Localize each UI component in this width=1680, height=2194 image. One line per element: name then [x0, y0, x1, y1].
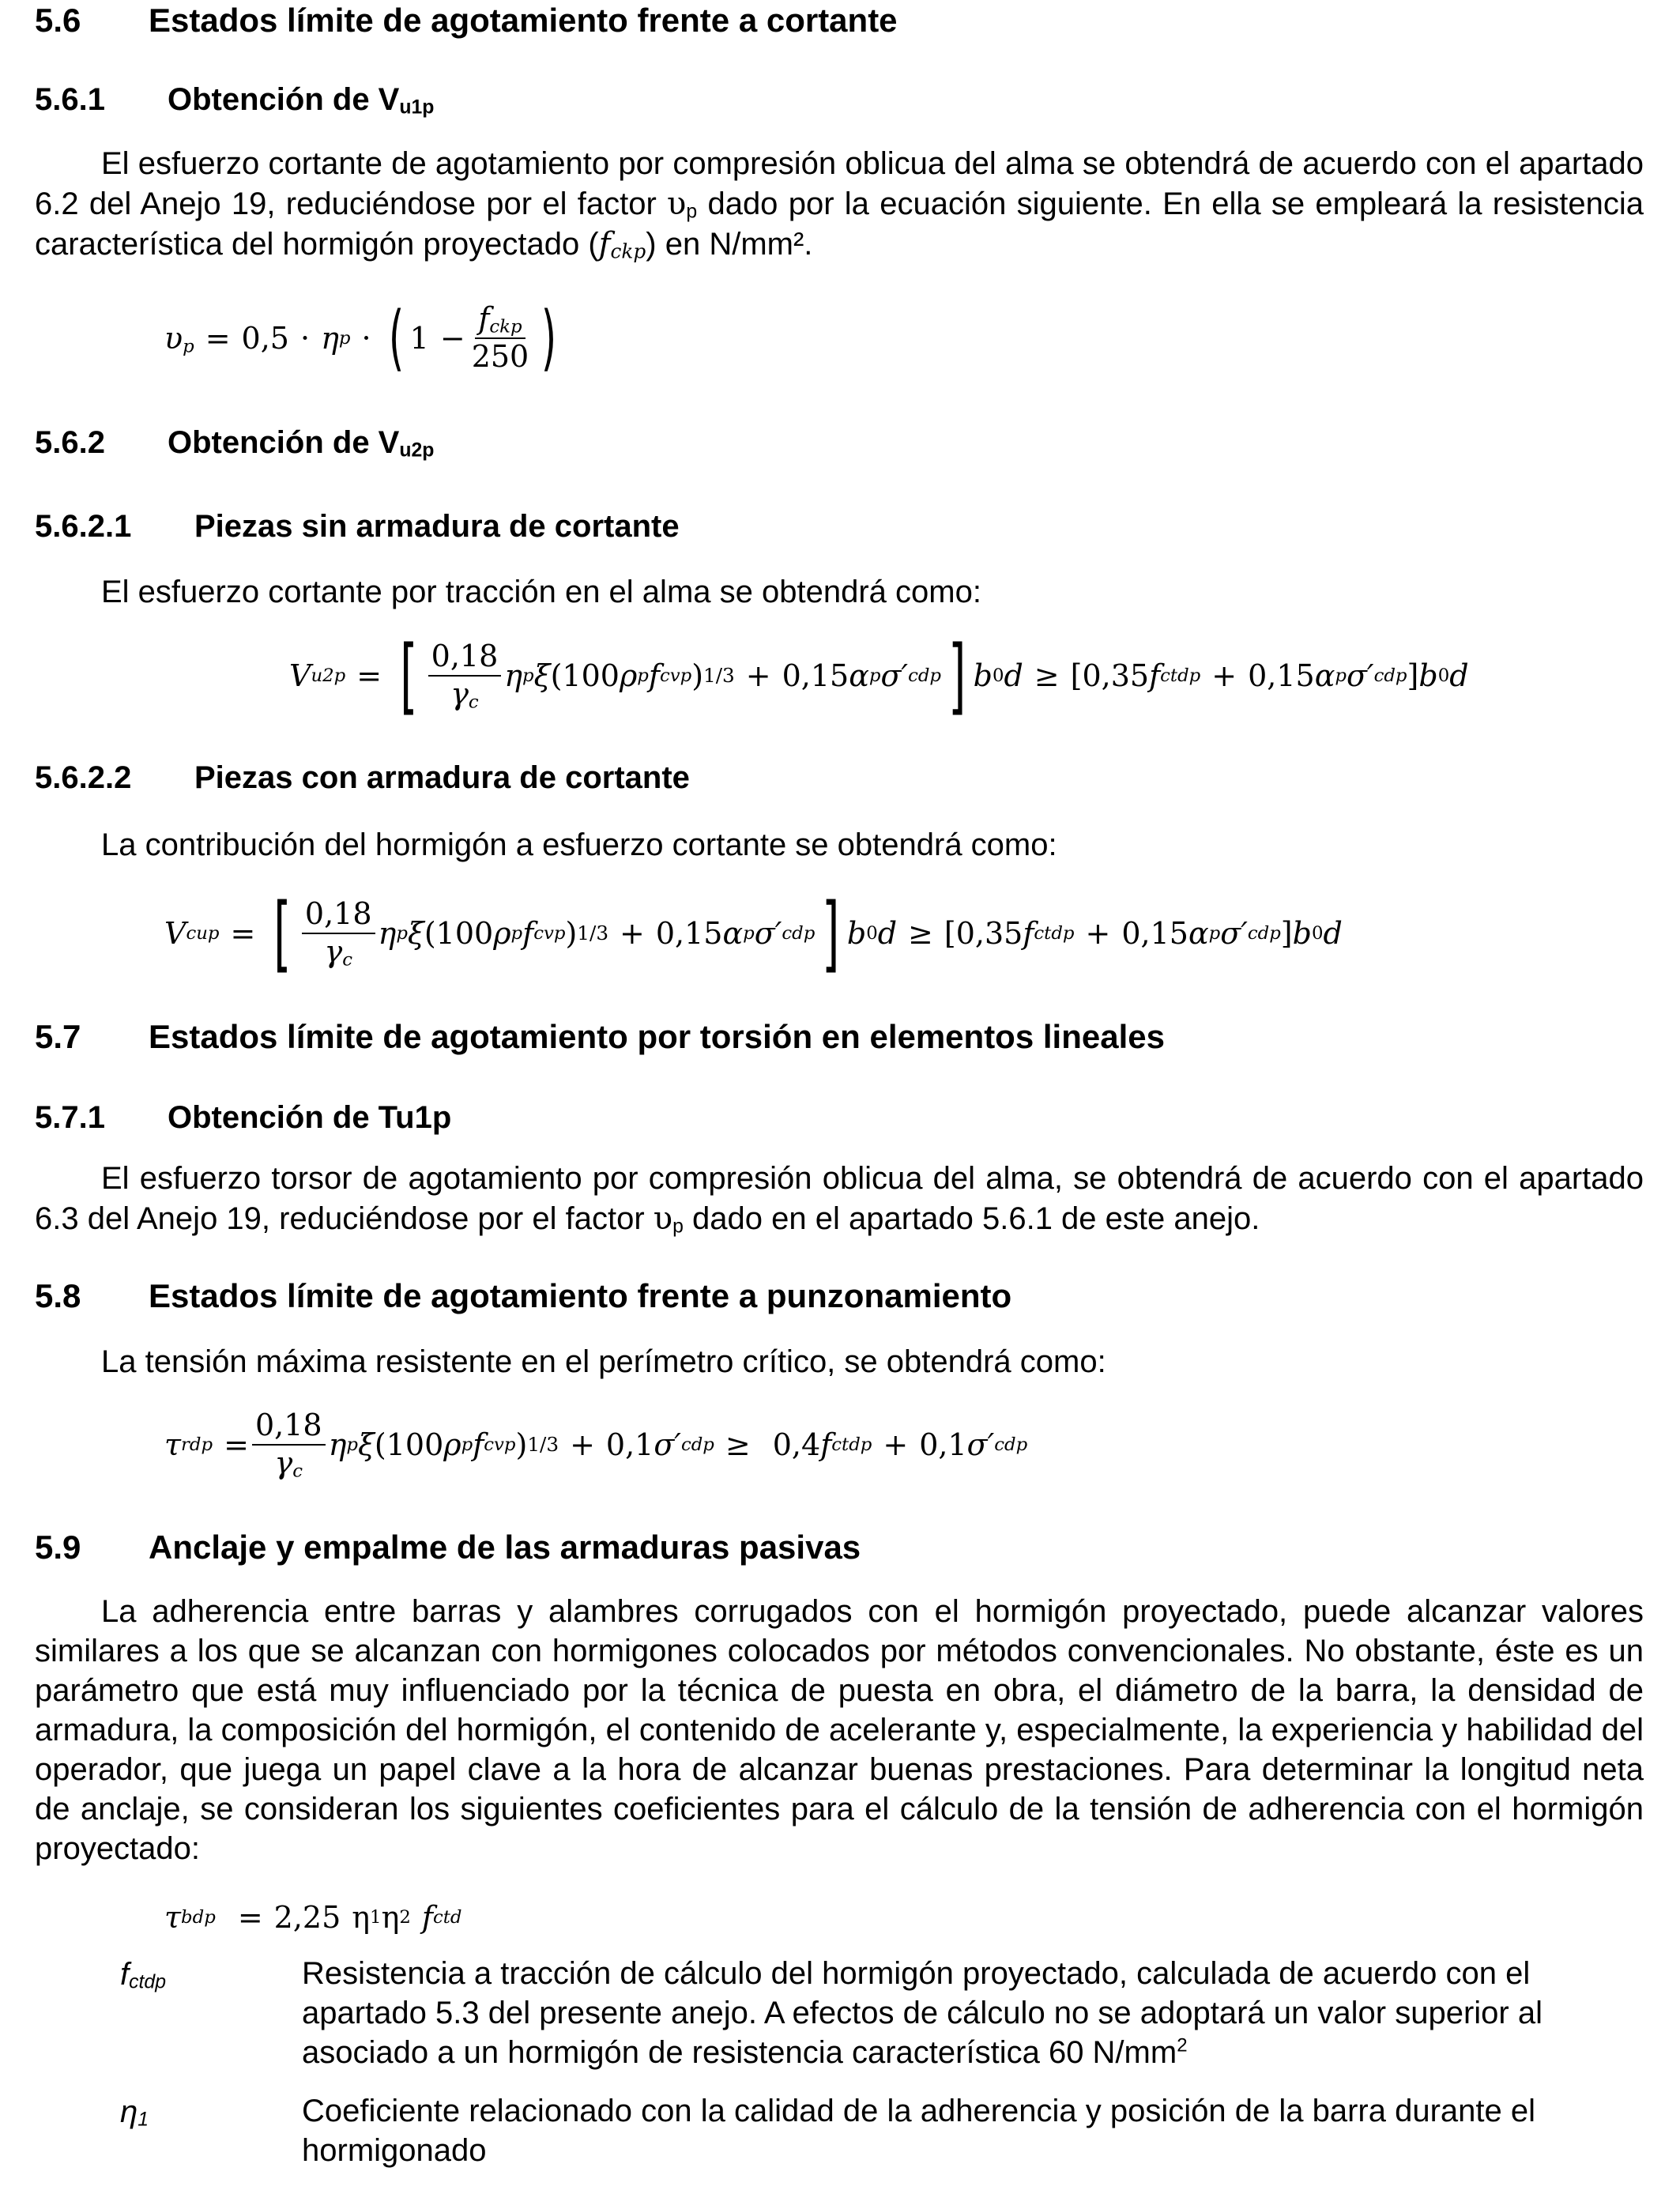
paragraph-text: dado en el apartado 5.6.1 de este anejo.: [683, 1201, 1260, 1236]
formula-upsilon-p: $\upsilon_p$ = 0,5 · η p · ( 1 − $\frac{f_{ckp}}{250}$ ): [164, 296, 557, 379]
paragraph-5-6-1: [35, 144, 1644, 265]
heading-5-6-2-2: [35, 760, 690, 796]
heading-title: Obtención de V: [168, 425, 400, 460]
heading-5-6-2-1: [35, 509, 680, 545]
heading-number: 5.8: [35, 1277, 81, 1314]
heading-number: 5.7.1: [35, 1100, 105, 1135]
definition-symbol-eta1: $\eta_1$: [120, 2094, 149, 2131]
paragraph-text: La contribución del hormigón a esfuerzo cortante se obtendrá como:: [101, 827, 1057, 862]
symbol-upsilon-p: $\upsilon_p$: [667, 186, 698, 223]
heading-5-9: [35, 1529, 861, 1566]
heading-number: 5.9: [35, 1529, 81, 1566]
heading-title-subscript: u1p: [399, 96, 435, 119]
definition-text-fctdp: Resistencia a tracción de cálculo del hormigón proyectado, calculada de acuerdo con el apartado 5.3 del presente anejo. A efectos de cálculo no se adoptará un valor superior al asociado a un hormigón de resistencia característica 60 $N/mm^2$: [302, 1956, 1543, 2070]
heading-number: 5.6.2: [35, 425, 105, 460]
heading-title: Piezas sin armadura de cortante: [194, 509, 680, 544]
heading-title: Obtención de Tu1p: [168, 1100, 452, 1135]
heading-5-7: [35, 1018, 1165, 1056]
symbol-fckp: $f_{ckp}$: [598, 226, 646, 263]
heading-number: 5.7: [35, 1018, 81, 1055]
paragraph-text: El esfuerzo cortante de agotamiento por compresión oblicua del alma se obtendrá de acuerdo con el apartado 6.2 del Anejo 19, reduciéndose por el factor: [35, 146, 1644, 221]
paragraph-5-7-1: [35, 1159, 1644, 1239]
heading-5-6-1: [35, 82, 434, 118]
definition-symbol-fctdp: $f_{ctdp}$: [120, 1957, 166, 1993]
heading-title: Piezas con armadura de cortante: [194, 760, 690, 795]
paragraph-text: La adherencia entre barras y alambres corrugados con el hormigón proyectado, puede alcanzar valores similares a los que se alcanzan con hormigones colocados por métodos convencionales. No obstante, éste es un parámetro que está muy influenciado por la técnica de puesta en obra, el diámetro de la barra, la densidad de armadura, la composición del hormigón, el contenido de acelerante y, especialmente, la experiencia y habilidad del operador, que juega un papel clave a la hora de alcanzar buenas prestaciones. Para determinar la longitud neta de anclaje, se consideran los siguientes coeficientes para el cálculo de la tensión de adherencia con el hormigón proyectado:: [35, 1594, 1644, 1866]
heading-5-7-1: [35, 1100, 451, 1136]
formula-tau-bdp: τ bdp = 2,25 η 1 η 2 f ctd: [164, 1900, 462, 1935]
heading-title: Anclaje y empalme de las armaduras pasivas: [149, 1529, 861, 1566]
heading-number: 5.6.2.1: [35, 509, 132, 544]
heading-number: 5.6.1: [35, 82, 105, 117]
paragraph-5-8: [35, 1342, 1644, 1382]
paragraph-text: El esfuerzo cortante por tracción en el alma se obtendrá como:: [101, 575, 981, 609]
heading-5-6-2: [35, 425, 434, 461]
heading-5-8: [35, 1277, 1011, 1315]
symbol-upsilon-p: $\upsilon_p$: [653, 1201, 684, 1238]
paragraph-text: La tensión máxima resistente en el perímetro crítico, se obtendrá como:: [101, 1344, 1106, 1379]
paragraph-5-6-2-1: [35, 572, 1644, 613]
paragraph-text: El esfuerzo torsor de agotamiento por compresión oblicua del alma, se obtendrá de acuerdo con el apartado 6.3 del Anejo 19, reduciéndose por el factor: [35, 1161, 1644, 1236]
paragraph-5-9: [35, 1592, 1644, 1868]
heading-title: Estados límite de agotamiento frente a cortante: [149, 2, 898, 39]
heading-title-subscript: u2p: [399, 439, 435, 462]
paragraph-text: dado por la ecuación siguiente. En ella se empleará la resistencia característica del hormigón proyectado (: [35, 187, 1644, 262]
heading-5-6: [35, 2, 898, 40]
formula-vcup: V cup = [ $\frac{0,18}{\gamma_c}$ η p ξ (100 ρ p f cvp ) 1/3 + 0,15 α p σ′ cdp ] b 0 d ≥ [0,35 f ctdp + 0,15 α p σ′ cdp ] b 0 d: [164, 885, 1343, 982]
paragraph-text: ) en N/mm².: [646, 227, 813, 262]
heading-number: 5.6.2.2: [35, 760, 132, 795]
definition-text-eta1: Coeficiente relacionado con la calidad de la adherencia y posición de la barra durante el hormigonado: [302, 2094, 1536, 2168]
heading-title: Estados límite de agotamiento frente a punzonamiento: [149, 1277, 1012, 1314]
heading-number: 5.6: [35, 2, 81, 39]
heading-title: Obtención de V: [168, 82, 400, 117]
paragraph-5-6-2-2: [35, 825, 1644, 865]
formula-vu2p: V u2p = [ $\frac{0,18}{\gamma_c}$ η p ξ (100 ρ p f cvp ) 1/3 + 0,15 α p σ′ cdp ] b 0 d ≥ [0,35 f ctdp + 0,15 α p σ′ cdp ] b 0 d: [289, 628, 1469, 724]
heading-title: Estados límite de agotamiento por torsión en elementos lineales: [149, 1018, 1165, 1055]
formula-tau-rdp: τ rdp = $\frac{0,18}{\gamma_c}$ η p ξ (100 ρ p f cvp ) 1/3 + 0,1 σ′ cdp ≥ 0,4 f ctdp + 0,1 σ′ cdp: [164, 1408, 1028, 1482]
